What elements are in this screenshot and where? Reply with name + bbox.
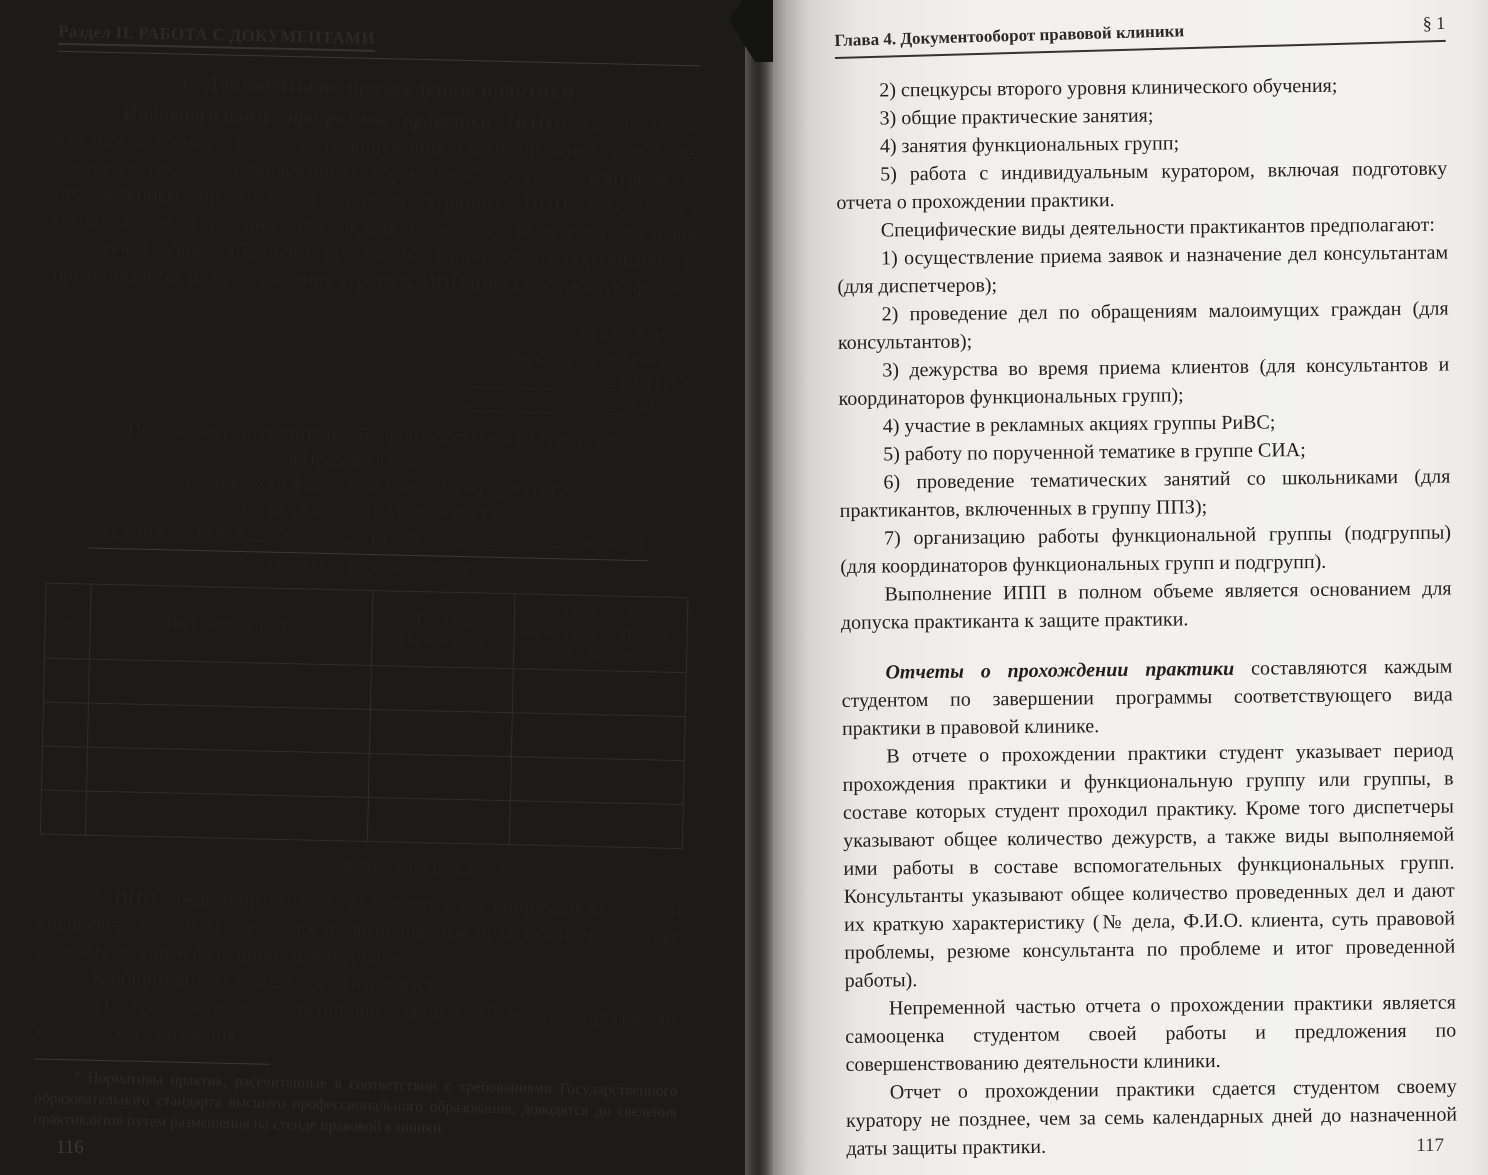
footnote-block: [33, 1058, 677, 1144]
activity-plan-table-head: [44, 583, 688, 673]
paragraph: 1) прослушивание дисциплин общей (базовой) программы клинического обучения;: [35, 993, 680, 1047]
fullname-caption: (фамилия, имя, отчество): [266, 554, 469, 580]
paragraph: В ИПП каждого практиканта включаются как общие для всех, так и специфические виды деятельности, выполняемые практикантом в составе соответствующей функциональной группы.: [37, 885, 682, 969]
column-header-period: Период выполнения: [372, 591, 515, 669]
practice-program-form: [39, 310, 695, 885]
report-paragraphs: [842, 737, 1457, 1163]
right-running-header-text: Глава 4. Документооборот правовой клиники: [834, 21, 1185, 50]
paragraph: В отчете о прохождении практики студент указывает период прохождения практики и функциональную группу или группы, в составе которых студент проходил практику. Кроме того диспетчеры указывают общее количество дежурств, а также виды выполняемой ими работы в составе вспомогательных функциональных групп. Консультанты указывают общее количество проведенных дел и дают их краткую характеристику (№ дела, Ф.И.О. клиента, суть правовой проблемы, резюме консультанта по проблеме и итог проведенной работы).: [842, 739, 1456, 992]
list-item: 2) спецкурсы второго уровня клинического обучения;: [879, 74, 1338, 102]
list-item: 3) дежурства во время приема клиентов (для консультантов и координаторов функциональных групп);: [838, 353, 1450, 410]
list-item: 2) проведение дел по обращениям малоимущих граждан (для консультантов);: [837, 297, 1449, 354]
empty-cell: [509, 801, 683, 849]
intro-text: составляются каждым студентом с целью планирования своей практики в объеме, соответствующем установленным нормативам⁷, а также контроля за прохождением практики со стороны куратора. ИПП оформляется практикантом в течение двух недель с момента окончания изучения дисциплин общей (базовой) программы клинического образования и представляется для утверждения куратору. ИПП имеет следующую форму.: [52, 112, 700, 300]
program-title-line: юридического факультета Санкт-Петербургского: [171, 470, 568, 501]
column-header-number: №: [44, 583, 91, 659]
empty-cell: [86, 747, 369, 797]
empty-cell: [42, 702, 88, 747]
left-page-number: 116: [56, 1137, 84, 1158]
list-item: Выполнение ИПП в полном объеме является основанием для допуска практиканта к защите практики.: [840, 577, 1452, 634]
table-header-row: [44, 583, 688, 673]
approval-label: УТВЕРЖДАЮ: [576, 323, 689, 347]
list-item: 4) занятия функциональных групп;: [879, 132, 1180, 158]
program-title-line: государственного университета: [240, 497, 497, 524]
right-page-content: [773, 0, 1488, 1175]
empty-cell: [43, 658, 89, 703]
list-item: 5) работу по порученной тематике в группе СИА;: [883, 439, 1306, 466]
empty-cell: [40, 790, 86, 835]
left-body-paragraphs: [35, 883, 682, 1060]
empty-cell: [369, 753, 511, 800]
left-running-header: [58, 22, 701, 57]
paragraph: Отчет о прохождении практики сдается студентом своему куратору не позднее, чем за семь календарных дней до назначенной даты защиты практики.: [845, 1075, 1458, 1160]
list-item: 6) проведение тематических занятий со школьниками (для практикантов, включенных в группу ППЗ);: [839, 465, 1451, 522]
column-header-activity: Вид деятельности: [89, 584, 373, 665]
activity-items-list: [835, 71, 1452, 637]
book-gutter: [745, 0, 773, 1175]
empty-cell: [85, 791, 368, 841]
intro-lead: Индивидуальные программы практики (ИПП): [122, 102, 568, 135]
report-lead-text: составляются каждым студентом по завершении программы соответствующего вида практики в правовой клинике.: [841, 655, 1453, 740]
right-page-number: 117: [1416, 1135, 1444, 1156]
right-page: [773, 0, 1488, 1175]
program-title-block: [47, 416, 693, 556]
practicant-signature-caption: Подпись практиканта: [334, 855, 520, 881]
program-title-line: в Правовой клинике: [288, 448, 452, 473]
list-item: 5) работа с индивидуальным куратором, включая подготовку отчета о прохождении практики.: [836, 157, 1448, 214]
intro-paragraph: [52, 99, 699, 303]
section-title: 6. Документы по прохождению практики: [182, 70, 575, 104]
empty-cell: [371, 666, 513, 713]
activity-plan-table-body: [40, 658, 686, 849]
footnote-text: ⁷ Нормативы практик, рассчитанные в соответствии с требованиями Государственного образовательного стандарта высшего профессионального образования, доводятся до сведения практикантов путем размещения на стенде правовой клиники.: [33, 1069, 678, 1137]
paragraph-mark: § 1: [1422, 12, 1446, 34]
empty-cell: [511, 713, 685, 761]
curator-name-blank: _________________(Ф.И.О.): [468, 369, 688, 395]
empty-cell: [87, 703, 370, 753]
list-item: 7) организацию работы функциональной группы (подгруппы) (для координаторов функциональных групп и подгрупп).: [840, 521, 1452, 578]
empty-cell: [368, 797, 510, 844]
paragraph: Непременной частью отчета о прохождении практики является самооценка студентом своей работы и предложения по совершенствованию деятельности клиники.: [845, 991, 1457, 1076]
empty-cell: [512, 669, 686, 717]
student-info-blank-line: студента ___курса ___потока ___группы ______________отделения: [93, 518, 643, 553]
report-lead-paragraph: [841, 653, 1453, 743]
reports-section: [841, 653, 1457, 1163]
right-running-header: [834, 13, 1446, 59]
column-header-mark: Отметка о выполнении / подпись куратора: [513, 594, 688, 673]
list-item: 1) осуществление приема заявок и назначение дел консультантам (для диспетчеров);: [837, 241, 1449, 298]
footnote-separator: [35, 1058, 270, 1064]
curator-label: Куратор практиканта: [509, 346, 689, 371]
approval-block: [50, 310, 695, 421]
report-lead: Отчеты о прохождении практики: [885, 657, 1235, 684]
empty-cell: [510, 757, 684, 805]
left-running-header-text: Раздел II. РАБОТА С ДОКУМЕНТАМИ: [58, 22, 375, 52]
list-item: 3) общие практические занятия;: [879, 104, 1154, 130]
list-item: Специфические виды деятельности практикантов предполагают:: [880, 213, 1435, 242]
list-item: 4) участие в рекламных акциях группы РиВС;: [882, 411, 1276, 438]
approval-date-blank: «___»_________________200__ г.: [427, 392, 688, 419]
empty-cell: [41, 746, 87, 791]
program-title-line: Программа (ознакомительной, производственной) практики: [127, 419, 614, 452]
paragraph: К общим видам деятельности относятся:: [92, 966, 442, 997]
activity-plan-table: [40, 583, 689, 850]
empty-cell: [370, 709, 512, 756]
empty-cell: [88, 659, 371, 709]
